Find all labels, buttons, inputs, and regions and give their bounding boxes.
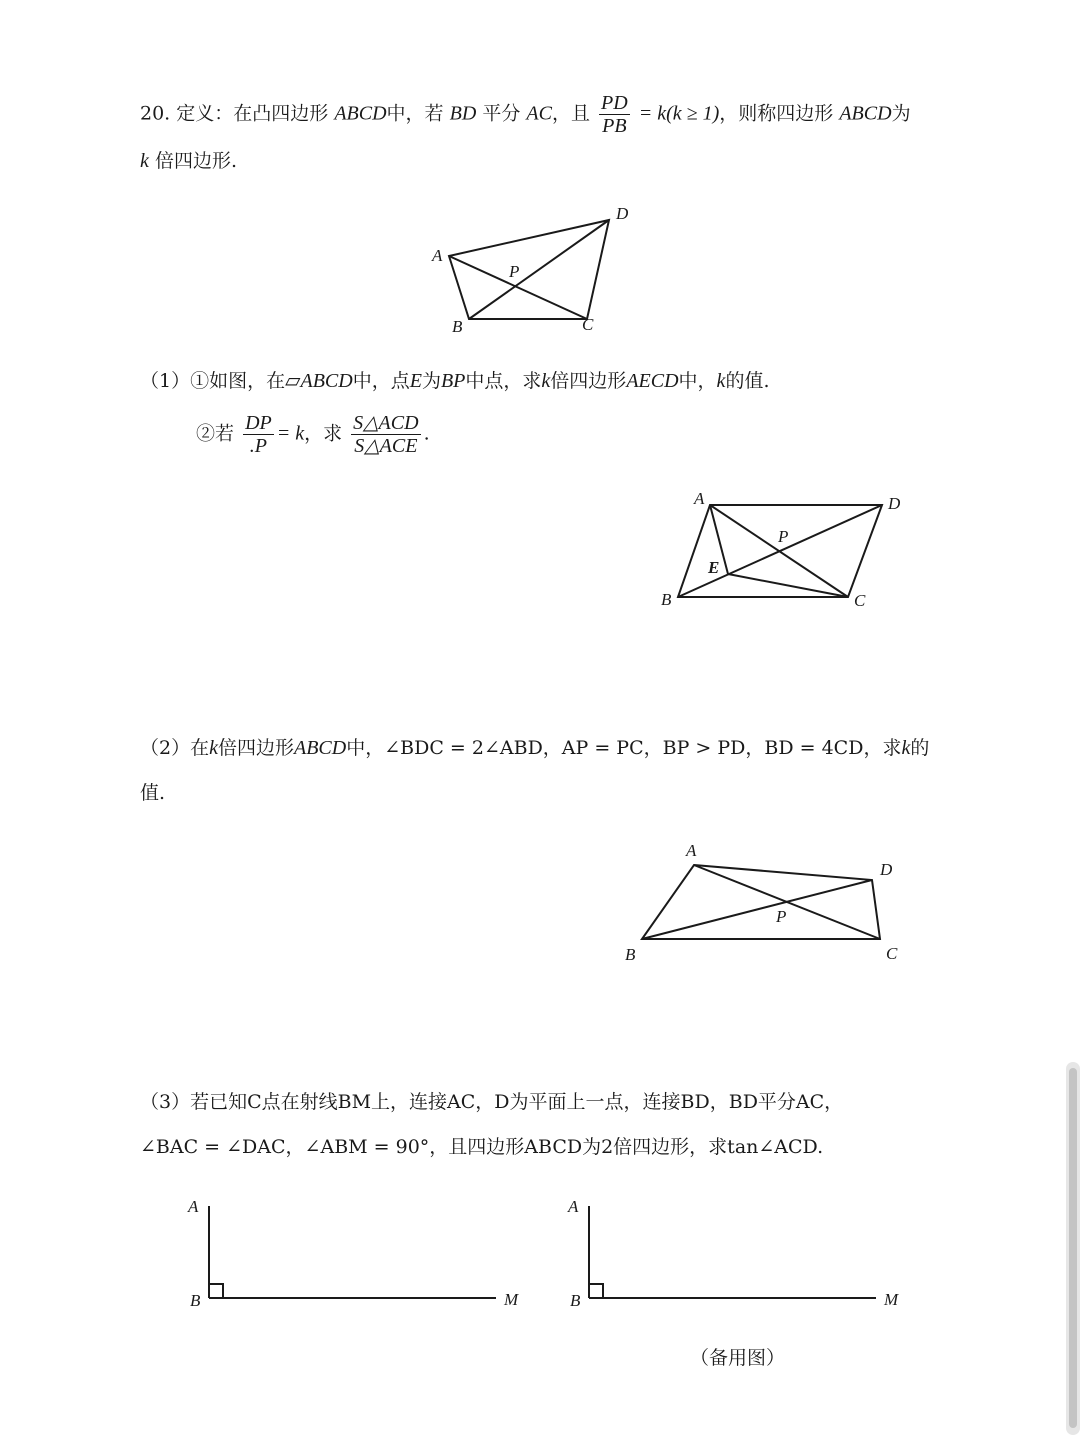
label-a: A (188, 1197, 199, 1216)
label-e: E (708, 558, 720, 577)
quad-outline (449, 220, 609, 319)
problem-number: 20. (140, 102, 171, 125)
ratio-pd-pb: $\frac{PD}{PB}$ (601, 92, 628, 137)
figure-right-angle-abm (180, 1190, 540, 1320)
part2-question-line1: （2）在k倍四边形ABCD中，∠BDC = 2∠ABD，AP = PC，BP > PD，BD = 4CD，求k的 (140, 737, 930, 759)
label-c: C (854, 591, 866, 610)
right-angle-mark (209, 1284, 223, 1298)
quad-outline (642, 865, 880, 939)
part3-question-line1: （3）若已知C点在射线BM上，连接AC，D为平面上一点，连接BD，BD平分AC， (140, 1091, 844, 1113)
label-c: C (886, 944, 898, 963)
spare-figure-caption: （备用图） (690, 1347, 786, 1369)
label-b: B (452, 317, 463, 336)
label-d: D (880, 860, 893, 879)
label-p: P (778, 527, 789, 546)
label-d: D (888, 494, 901, 513)
label-p: P (776, 907, 787, 926)
problem-definition-line2: k 倍四边形. (140, 150, 237, 172)
problem-definition-line1: 20. 定义：在凸四边形 ABCD中，若 BD 平分 AC，且 $\frac{PD}{PB}$ = k(k ≥ 1)，则称四边形 ABCD为 (140, 92, 911, 137)
label-b: B (661, 590, 672, 609)
label-p: P (509, 262, 520, 281)
label-a: A (694, 489, 705, 508)
scrollbar-thumb[interactable] (1069, 1068, 1077, 1428)
figure-parallelogram-aecd (650, 485, 920, 620)
label-m: M (884, 1290, 899, 1309)
ratio-dp: $\frac{DP}{.P}$ (245, 412, 272, 457)
part1-question-b: ②若 $\frac{DP}{.P}$ = k，求 $\frac{\text{S△ACD}}{\text{S△ACE}}$ . (196, 412, 430, 457)
vertical-scrollbar[interactable] (1066, 1062, 1080, 1435)
figure-part2-quadrilateral (615, 838, 915, 968)
label-d: D (616, 204, 629, 223)
label-b: B (190, 1291, 201, 1310)
right-angle-mark (589, 1284, 603, 1298)
figure-definition-quadrilateral (420, 200, 650, 340)
label-b: B (625, 945, 636, 964)
part2-question-line2: 值. (140, 782, 166, 804)
part1-question-a: （1）①如图，在▱ABCD中，点E为BP中点，求k倍四边形AECD中，k的值. (140, 370, 770, 392)
ratio-areas: $\frac{\text{S△ACD}}{\text{S△ACE}}$ (353, 412, 419, 457)
label-a: A (432, 246, 443, 265)
label-a: A (686, 841, 697, 860)
part3-question-line2: ∠BAC = ∠DAC，∠ABM = 90°，且四边形ABCD为2倍四边形，求tan∠ACD. (140, 1136, 824, 1158)
label-b: B (570, 1291, 581, 1310)
label-c: C (582, 315, 594, 334)
label-a: A (568, 1197, 579, 1216)
figure-spare-right-angle-abm (560, 1190, 920, 1320)
label-m: M (504, 1290, 519, 1309)
